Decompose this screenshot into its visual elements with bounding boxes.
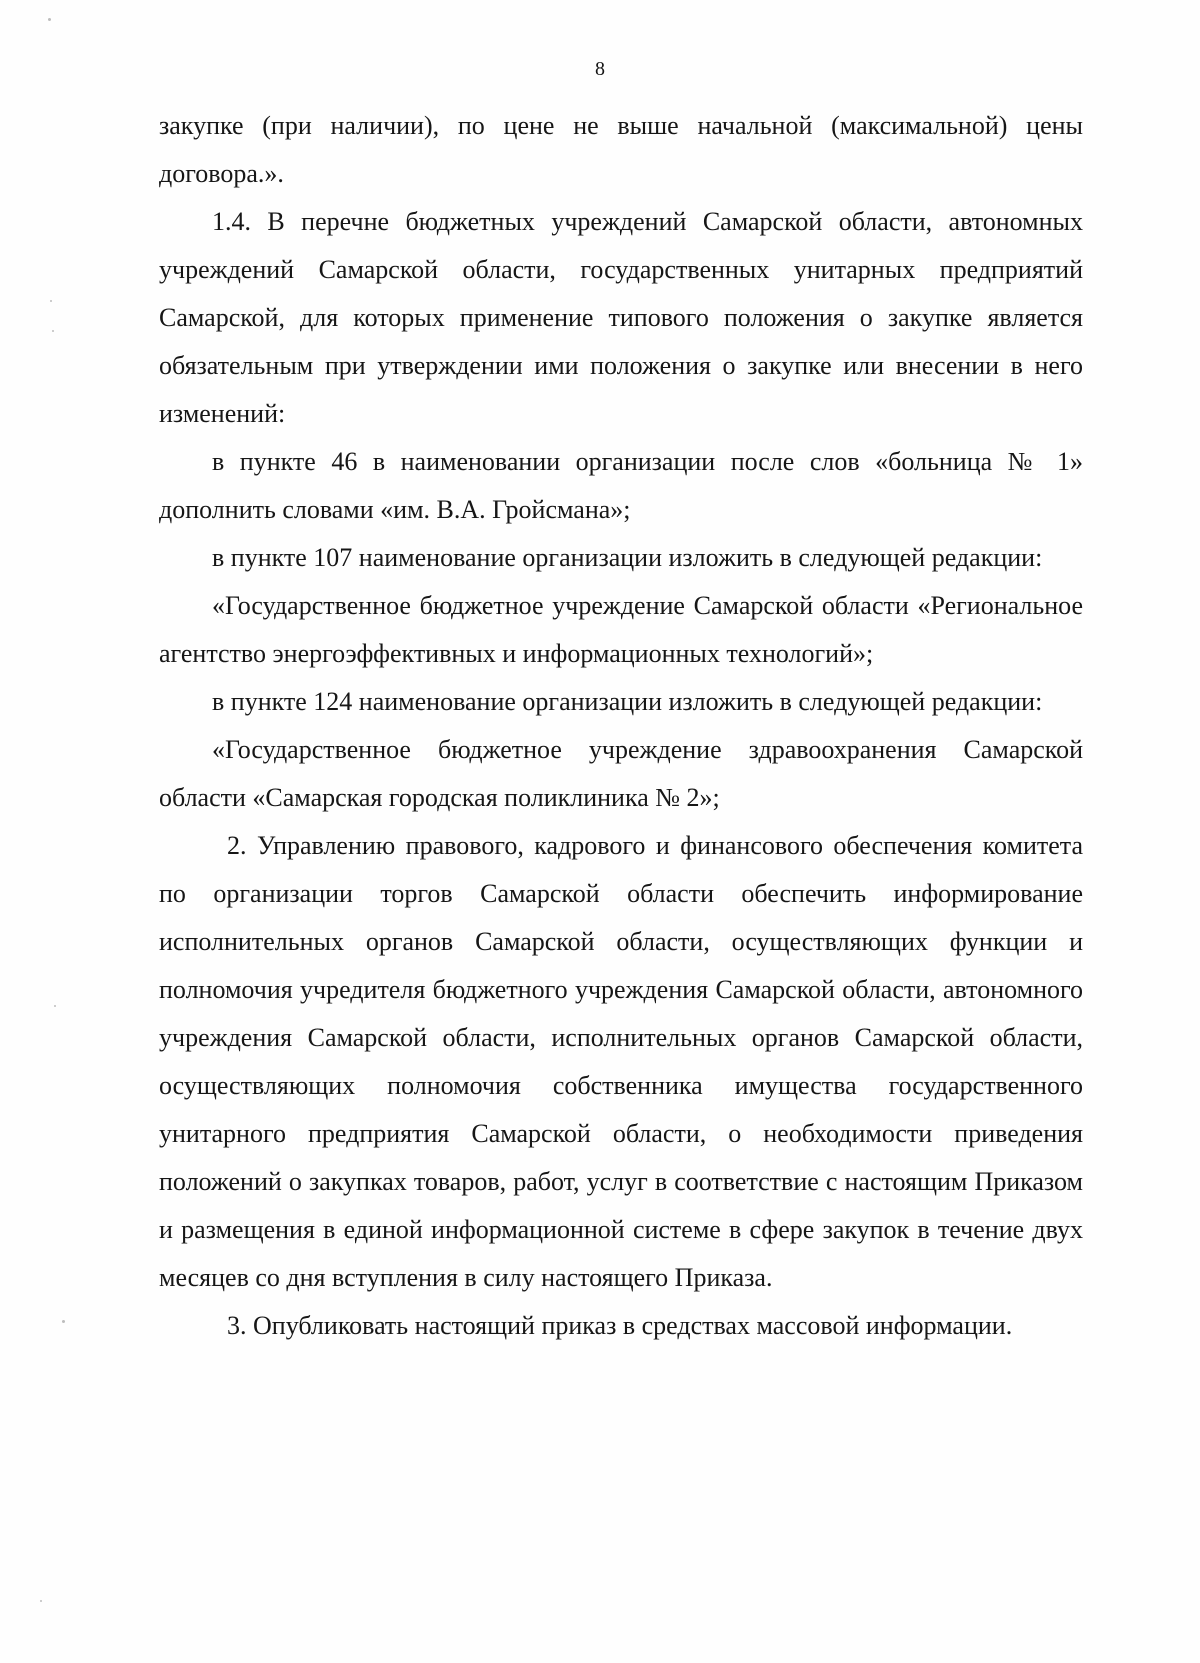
scan-speck bbox=[50, 300, 52, 302]
document-body bbox=[159, 102, 1083, 1350]
paragraph-point-107: в пункте 107 наименование организации изложить в следующей редакции: bbox=[212, 543, 1043, 572]
scan-speck bbox=[54, 1005, 56, 1007]
paragraph-point-124-name: «Государственное бюджетное учреждение здравоохранения Самарской области «Самарская городская поликлиника № 2»; bbox=[159, 735, 1083, 812]
scan-speck bbox=[52, 330, 54, 332]
paragraph-item-3: 3. Опубликовать настоящий приказ в средствах массовой информации. bbox=[227, 1311, 1013, 1340]
paragraph-point-124: в пункте 124 наименование организации изложить в следующей редакции: bbox=[212, 687, 1043, 716]
paragraph-item-1-4: 1.4. В перечне бюджетных учреждений Самарской области, автономных учреждений Самарской области, государственных унитарных предприятий Самарской, для которых применение типового положения о закупке является обязательным при утверждении ими положения о закупке или внесении в него изменений: bbox=[159, 207, 1083, 428]
scan-speck bbox=[62, 1320, 65, 1323]
paragraph-point-107-name: «Государственное бюджетное учреждение Самарской области «Региональное агентство энергоэффективных и информационных технологий»; bbox=[159, 591, 1083, 668]
page-number: 8 bbox=[595, 58, 605, 80]
scan-speck bbox=[48, 18, 51, 21]
paragraph-point-46: в пункте 46 в наименовании организации после слов «больница № 1» дополнить словами «им. В.А. Гройсмана»; bbox=[159, 447, 1083, 524]
scan-speck bbox=[40, 1600, 42, 1602]
paragraph-item-2: 2. Управлению правового, кадрового и финансового обеспечения комитета по организации торгов Самарской области обеспечить информирование исполнительных органов Самарской области, осуществляющих функции и полномочия учредителя бюджетного учреждения Самарской области, автономного учреждения Самарской области, исполнительных органов Самарской области, осуществляющих полномочия собственника имущества государственного унитарного предприятия Самарской области, о необходимости приведения положений о закупках товаров, работ, услуг в соответствие с настоящим Приказом и размещения в единой информационной системе в сфере закупок в течение двух месяцев со дня вступления в силу настоящего Приказа. bbox=[159, 831, 1083, 1292]
paragraph-continuation: закупке (при наличии), по цене не выше начальной (максимальной) цены договора.». bbox=[159, 111, 1083, 188]
